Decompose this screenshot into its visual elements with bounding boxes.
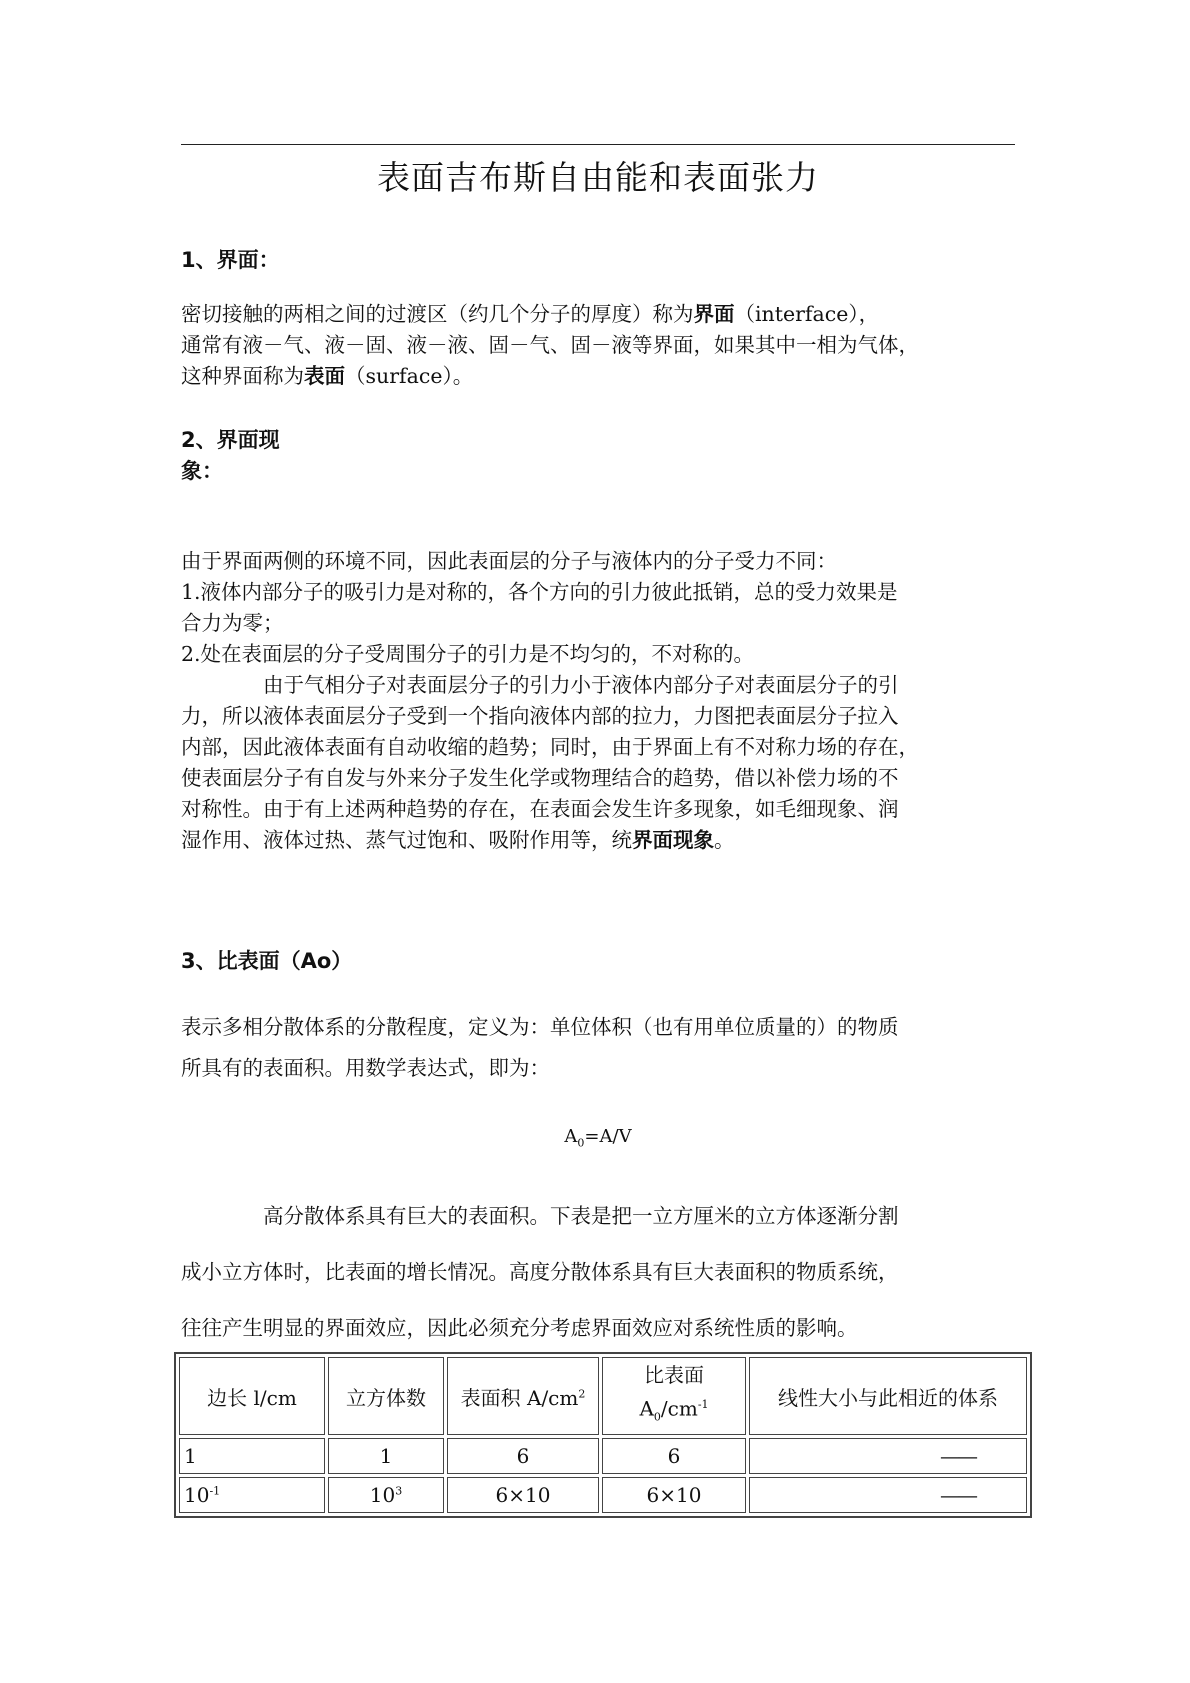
section-3-definition [181,1007,1015,1089]
table-row [179,1477,1027,1513]
s2-para-line: 使表面层分子有自发与外来分子发生化学或物理结合的趋势，借以补偿力场的不 [181,766,899,790]
formula: $A_0=A/V$ [564,1126,632,1150]
table-cell: 1 [328,1438,444,1474]
table-cell: $10^{-1}$ [179,1477,325,1513]
s2-line: 1.液体内部分子的吸引力是对称的，各个方向的引力彼此抵销，总的受力效果是 [181,580,898,604]
s1-line-2: 通常有液－气、液－固、液－液、固－气、固－液等界面，如果其中一相为气体， [181,333,919,357]
table-row [179,1438,1027,1474]
header-cell: 表面积 $A/cm^2$ [447,1357,599,1435]
header-rule [181,144,1015,145]
page-title: 表面吉布斯自由能和表面张力 [377,158,819,197]
table-cell: —— [749,1477,1027,1513]
section-2-paragraph [181,546,1015,856]
s2-line: 由于界面两侧的环境不同，因此表面层的分子与液体内的分子受力不同： [181,549,837,573]
table-cell: 6×10 [602,1477,746,1513]
header-cell: 立方体数 [328,1357,444,1435]
table-cell: 6 [447,1438,599,1474]
s3-para-line: 往往产生明显的界面效应，因此必须充分考虑界面效应对系统性质的影响。 [181,1316,858,1340]
s2-para-line: 力，所以液体表面层分子受到一个指向液体内部的拉力，力图把表面层分子拉入 [181,704,899,728]
s2-line: 2.处在表面层的分子受周围分子的引力是不均匀的，不对称的。 [181,642,755,666]
s3-def-line: 所具有的表面积。用数学表达式，即为： [181,1056,550,1080]
table-cell: $10^3$ [328,1477,444,1513]
s3-para-line: 高分散体系具有巨大的表面积。下表是把一立方厘米的立方体逐渐分割 [263,1204,899,1228]
table-cell: 1 [179,1438,325,1474]
table-cell: 6 [602,1438,746,1474]
s1-line-3: 这种界面称为表面（surface）。 [181,364,474,388]
section-1-paragraph [181,299,1015,392]
section-3-heading: 3、比表面（Ao） [181,949,353,973]
table-cell: 6×10 [447,1477,599,1513]
header-cell: 线性大小与此相近的体系 [749,1357,1027,1435]
s2-last-line: 湿作用、液体过热、蒸气过饱和、吸附作用等，统界面现象。 [181,828,735,852]
section-2-heading-line-1: 2、界面现 [181,428,280,452]
section-1-heading: 1、界面： [181,248,280,272]
s2-para-line: 对称性。由于有上述两种趋势的存在，在表面会发生许多现象，如毛细现象、润 [181,797,899,821]
table-header-row [179,1357,1027,1435]
header-cell: 比表面 $A_0/cm^{-1}$ [602,1357,746,1435]
section-2-heading-line-2: 象： [181,459,223,483]
s2-para-line: 由于气相分子对表面层分子的引力小于液体内部分子对表面层分子的引 [263,673,899,697]
specific-surface-table [174,1352,1032,1518]
header-cell: 边长 l/cm [179,1357,325,1435]
section-3-paragraph [181,1188,1015,1356]
s1-line-1: 密切接触的两相之间的过渡区（约几个分子的厚度）称为界面（interface）， [181,302,880,326]
s2-line: 合力为零； [181,611,284,635]
s3-para-line: 成小立方体时，比表面的增长情况。高度分散体系具有巨大表面积的物质系统， [181,1260,899,1284]
s3-def-line: 表示多相分散体系的分散程度，定义为：单位体积（也有用单位质量的）的物质 [181,1015,899,1039]
table-cell: —— [749,1438,1027,1474]
s2-para-line: 内部，因此液体表面有自动收缩的趋势；同时，由于界面上有不对称力场的存在， [181,735,919,759]
